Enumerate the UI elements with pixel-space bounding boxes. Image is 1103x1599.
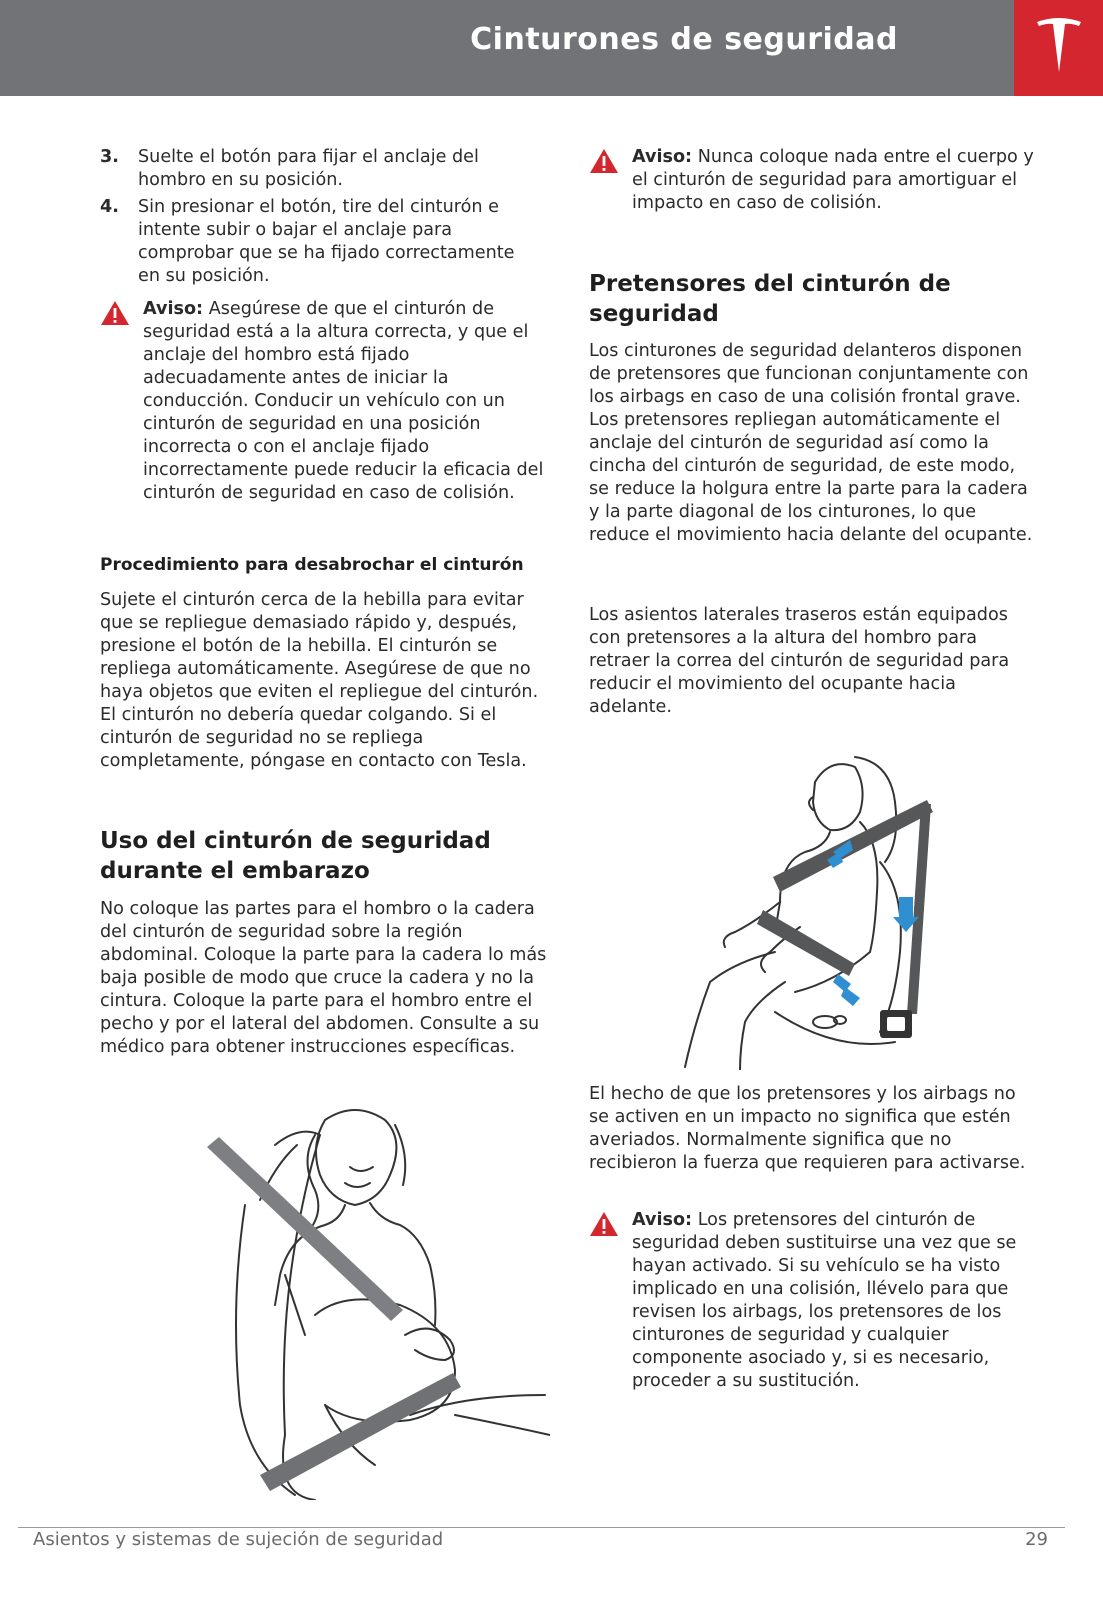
pregnant-woman-seatbelt-illustration — [205, 1105, 550, 1500]
tesla-logo-icon — [1034, 16, 1084, 76]
heading-line: seguridad — [589, 301, 719, 327]
warning-block — [100, 298, 545, 505]
warning-label: Aviso: — [143, 299, 204, 319]
footer-section-title: Asientos y sistemas de sujeción de seguridad — [33, 1529, 444, 1550]
footer-divider — [18, 1527, 1065, 1528]
warning-text — [632, 1209, 1034, 1393]
page-title: Cinturones de seguridad — [470, 22, 898, 57]
step-number: 3. — [100, 147, 119, 167]
heading-line: Pretensores del cinturón de — [589, 271, 951, 297]
warning-triangle-icon — [589, 1211, 619, 1237]
step-text: Suelte el botón para fijar el anclaje del hombro en su posición. — [138, 147, 479, 190]
section-heading-pregnancy — [100, 826, 545, 886]
warning-text — [143, 298, 545, 505]
warning-label: Aviso: — [632, 147, 693, 167]
unbuckle-paragraph: Sujete el cinturón cerca de la hebilla para evitar que se repliegue demasiado rápido y, después, presione el botón de la hebilla. El cinturón se repliega automáticamente. Asegúrese de que no haya objetos que eviten el repliegue del cinturón. El cinturón no debería quedar colgando. Si el cinturón de seguridad no se repliega completamente, póngase en contacto con Tesla. — [100, 590, 539, 771]
heading-line: durante el embarazo — [100, 858, 370, 884]
warning-text — [632, 146, 1034, 215]
pretensioners-paragraph-1: Los cinturones de seguridad delanteros disponen de pretensores que funcionan conjuntamente con los airbags en caso de una colisión frontal grave. Los pretensores repliegan automáticamente el anclaje del cinturón de seguridad así como la cincha del cinturón de seguridad, de este modo, se reduce la holgura entre la parte para la cadera y la parte diagonal de los cinturones, lo que reduce el movimiento hacia delante del ocupante. — [589, 341, 1033, 545]
seated-man-pretensioner-illustration — [655, 752, 945, 1070]
warning-triangle-icon — [100, 300, 130, 326]
list-item — [100, 146, 540, 192]
heading-line: Uso del cinturón de seguridad — [100, 828, 491, 854]
pregnancy-paragraph: No coloque las partes para el hombro o la cadera del cinturón de seguridad sobre la región abdominal. Coloque la parte para la cadera lo más baja posible de modo que cruce la cadera y no la cintura. Coloque la parte para el hombro entre el pecho y por el lateral del abdomen. Consulte a su médico para obtener instrucciones específicas. — [100, 899, 547, 1057]
warning-body: Nunca coloque nada entre el cuerpo y el cinturón de seguridad para amortiguar el impacto en caso de colisión. — [632, 147, 1034, 213]
pretensioners-paragraph-2: Los asientos laterales traseros están equipados con pretensores a la altura del hombro para retraer la correa del cinturón de seguridad para reducir el movimiento del ocupante hacia adelante. — [589, 605, 1010, 717]
step-text: Sin presionar el botón, tire del cinturón e intente subir o bajar el anclaje para comprobar que se ha fijado correctamente en su posición. — [138, 197, 515, 286]
warning-block — [589, 1209, 1034, 1393]
warning-body: Los pretensores del cinturón de seguridad deben sustituirse una vez que se hayan activado. Si su vehículo se ha visto implicado en una colisión, llévelo para que revisen los airbags, los pretensores de los cinturones de seguridad y cualquier componente asociado y, si es necesario, proceder a su sustitución. — [632, 1210, 1017, 1391]
brand-logo-box — [1014, 0, 1103, 96]
warning-body: Asegúrese de que el cinturón de seguridad está a la altura correcta, y que el anclaje del hombro está fijado adecuadamente antes de iniciar la conducción. Conducir un vehículo con un cinturón de seguridad en una posición incorrecta o con el anclaje fijado incorrectamente puede reducir la eficacia del cinturón de seguridad en caso de colisión. — [143, 299, 544, 503]
header-bar — [0, 0, 1014, 96]
warning-block — [589, 146, 1034, 215]
warning-label: Aviso: — [632, 1210, 693, 1230]
list-item — [100, 196, 540, 288]
warning-triangle-icon — [589, 148, 619, 174]
pretensioners-paragraph-3: El hecho de que los pretensores y los airbags no se activen en un impacto no significa que estén averiados. Normalmente significa que no recibieron la fuerza que requieren para activarse. — [589, 1084, 1026, 1173]
step-number: 4. — [100, 197, 119, 217]
page-number: 29 — [1025, 1529, 1048, 1550]
section-heading-unbuckle: Procedimiento para desabrochar el cinturón — [100, 555, 524, 575]
section-heading-pretensioners — [589, 269, 1034, 329]
